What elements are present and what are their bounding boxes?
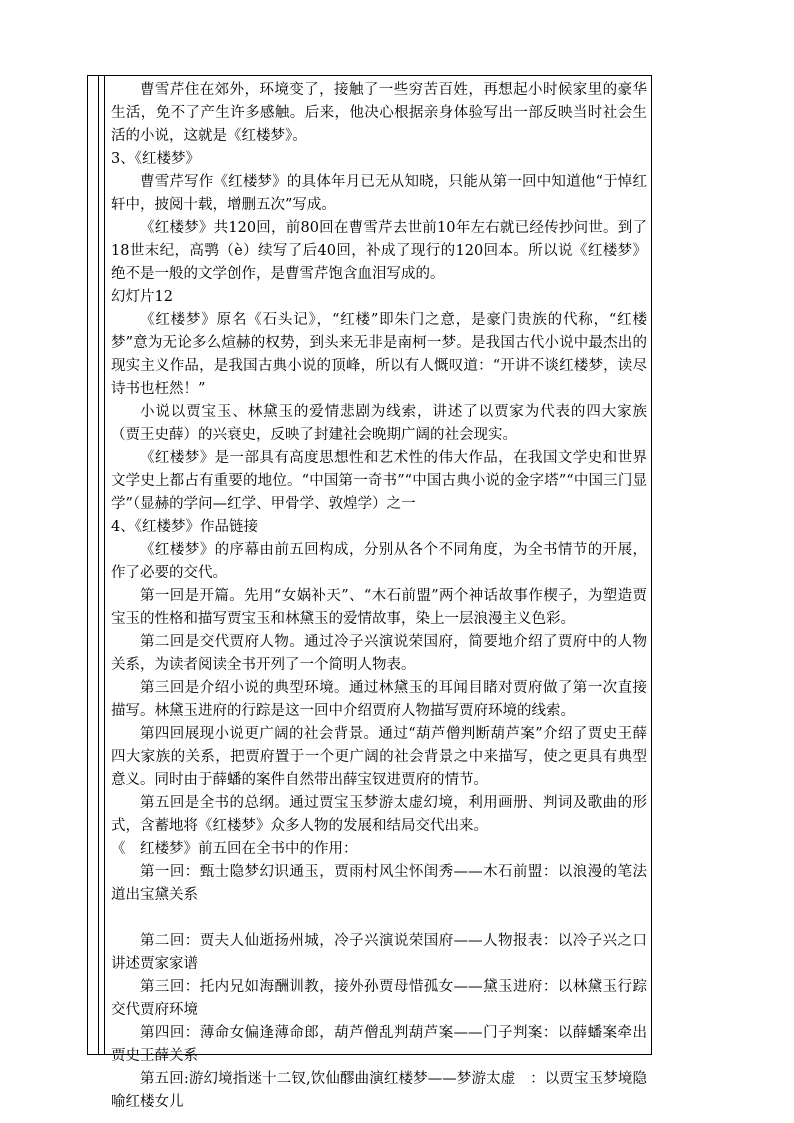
paragraph: 小说以贾宝玉、林黛玉的爱情悲剧为线索，讲述了以贾家为代表的四大家族（贾王史薛）的兴衰史，反映了封建社会晚期广阔的社会现实。 [111,404,647,443]
paragraph: 第一回是开篇。先用“女娲补天”、“木石前盟”两个神话故事作楔子，为塑造贾宝玉的性格和描写贾宝玉和林黛玉的爱情故事，染上一层浪漫主义色彩。 [111,588,647,627]
paragraph: 第二回是交代贾府人物。通过冷子兴演说荣国府，简要地介绍了贾府中的人物关系，为读者阅读全书开列了一个简明人物表。 [111,634,647,673]
paragraph: 第三回是介绍小说的典型环境。通过林黛玉的耳闻目睹对贾府做了第一次直接描写。林黛玉进府的行踪是这一回中介绍贾府人物描写贾府环境的线索。 [111,680,647,719]
section-heading: 《 红楼梦》前五回在全书中的作用： [111,841,358,857]
table-column-rule [98,76,99,1054]
table-column-rule [104,76,105,1054]
section-heading: 3、《红楼梦》 [111,151,200,167]
chapter-summary: 第三回：托内兄如海酬训教，接外孙贾母惜孤女——黛玉进府：以林黛玉行踪交代贾府环境 [111,979,647,1018]
blank-line [111,907,647,930]
paragraph: 曹雪芹住在郊外，环境变了，接触了一些穷苦百姓，再想起小时候家里的豪华生活，免不了产生许多感触。后来，他决心根据亲身体验写出一部反映当时社会生活的小说，这就是《红楼梦》。 [111,82,647,144]
paragraph: 第五回是全书的总纲。通过贾宝玉梦游太虚幻境，利用画册、判词及歌曲的形式，含蓄地将《红楼梦》众多人物的发展和结局交代出来。 [111,795,647,834]
chapter-summary: 第二回：贾夫人仙逝扬州城，冷子兴演说荣国府——人物报表：以冷子兴之口讲述贾家家谱 [111,933,647,972]
slide-label: 幻灯片12 [111,289,173,305]
chapter-summary: 第一回：甄士隐梦幻识通玉，贾雨村风尘怀闺秀——木石前盟：以浪漫的笔法道出宝黛关系 [111,864,647,903]
paragraph: 《红楼梦》是一部具有高度思想性和艺术性的伟大作品，在我国文学史和世界文学史上都占有重要的地位。“中国第一奇书”“中国古典小说的金字塔”“中国三门显学”（显赫的学问—红学、甲骨学、敦煌学）之一 [111,450,647,512]
paragraph: 《红楼梦》原名《石头记》，“红楼”即朱门之意，是豪门贵族的代称，“红楼梦”意为无论多么煊赫的权势，到头来无非是南柯一梦。是我国古代小说中最杰出的现实主义作品，是我国古典小说的顶峰，所以有人慨叹道：“开讲不谈红楼梦，读尽诗书也枉然！” [111,312,647,397]
paragraph: 《红楼梦》共120回，前80回在曹雪芹去世前10年左右就已经传抄问世。到了18世末纪，高鹗（è）续写了后40回，补成了现行的120回本。所以说《红楼梦》绝不是一般的文学创作，是曹雪芹饱含血泪写成的。 [111,220,647,282]
table-cell-content [111,79,647,1114]
paragraph: 第四回展现小说更广阔的社会背景。通过“葫芦僧判断葫芦案”介绍了贾史王薛四大家族的关系，把贾府置于一个更广阔的社会背景之中来描写，使之更具有典型意义。同时由于薛蟠的案件自然带出薛宝钗进贾府的情节。 [111,726,647,788]
paragraph: 《红楼梦》的序幕由前五回构成，分别从各个不同角度，为全书情节的开展，作了必要的交代。 [111,542,647,581]
chapter-summary: 第五回:游幻境指迷十二钗,饮仙醪曲演红楼梦——梦游太虚 ：以贾宝玉梦境隐喻红楼女儿 [111,1071,647,1110]
chapter-summary: 第四回：薄命女偏逢薄命郎，葫芦僧乱判葫芦案——门子判案：以薛蟠案牵出贾史王薛关系 [111,1025,647,1064]
paragraph: 曹雪芹写作《红楼梦》的具体年月已无从知晓，只能从第一回中知道他“于悼红轩中，披阅十载，增删五次”写成。 [111,174,647,213]
section-heading: 4、《红楼梦》作品链接 [111,519,258,535]
